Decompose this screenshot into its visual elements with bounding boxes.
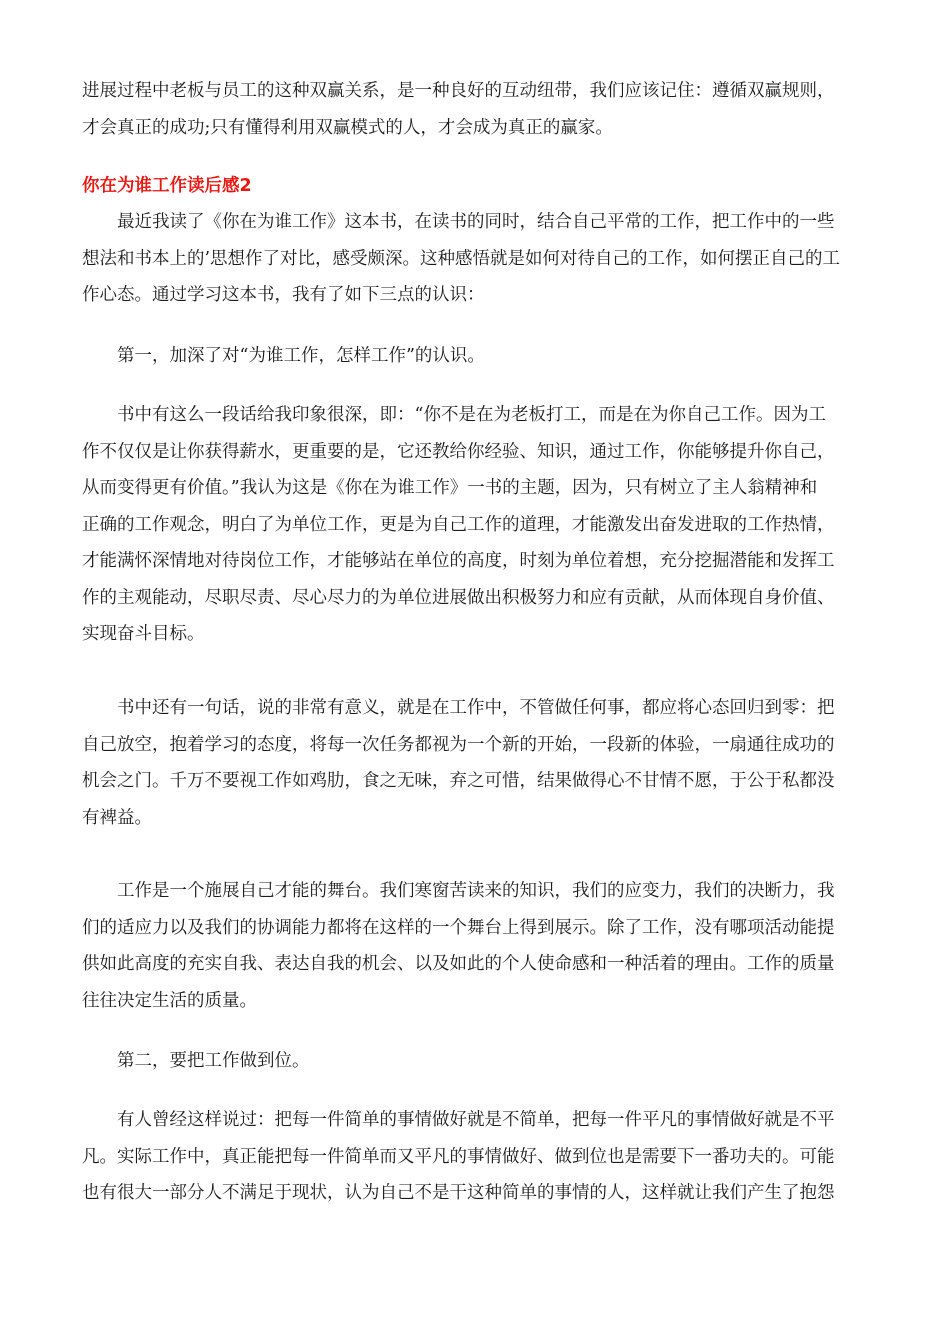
text-line: 想法和书本上的’思想作了对比，感受颇深。这种感悟就是如何对待自己的工作，如何摆正自己的工	[82, 248, 841, 269]
text-line: 往往决定生活的质量。	[82, 990, 257, 1011]
text-line: 实现奋斗目标。	[82, 624, 205, 644]
text-line: 有人曾经这样说过：把每一件简单的事情做好就是不简单，把每一件平凡的事情做好就是不平	[82, 1110, 835, 1130]
paragraph-7	[82, 1102, 872, 1212]
text-line: 供如此高度的充实自我、表达自我的机会、以及如此的个人使命感和一种活着的理由。工作的质量	[82, 954, 835, 974]
text-line: 书中还有一句话，说的非常有意义，就是在工作中，不管做任何事，都应将心态回归到零：把	[82, 698, 835, 718]
text-line: 第一，加深了对“为谁工作，怎样工作”的认识。	[82, 346, 485, 366]
paragraph-1	[82, 204, 872, 314]
paragraph-4	[82, 690, 872, 836]
text-line: 书中有这么一段话给我印象很深，即：“你不是在为老板打工，而是在为你自己工作。因为工	[82, 405, 826, 425]
text-line: 作的主观能动，尽职尽责、尽心尽力的为单位进展做出积极努力和应有贡献，从而体现自身价值、	[82, 587, 835, 608]
text-line: 自己放空，抱着学习的态度，将每一次任务都视为一个新的开始，一段新的体验，一扇通往成功的	[82, 734, 835, 755]
text-line: 凡。实际工作中，真正能把每一件简单而又平凡的事情做好、做到位也是需要下一番功夫的。可能	[82, 1146, 835, 1167]
text-line: 也有很大一部分人不满足于现状，认为自己不是干这种简单的事情的人，这样就让我们产生了抱怨	[82, 1183, 835, 1203]
text-line: 才会真正的成功;只有懂得利用双赢模式的人，才会成为真正的赢家。	[82, 117, 613, 138]
paragraph-2	[82, 338, 872, 375]
paragraph-5	[82, 873, 872, 1019]
text-line: 进展过程中老板与员工的这种双赢关系，是一种良好的互动纽带，我们应该记住：遵循双赢规则，	[82, 81, 835, 101]
text-line: 机会之门。千万不要视工作如鸡肋，食之无味，弃之可惜，结果做得心不甘情不愿，于公于私都没	[82, 771, 835, 791]
text-line: 作不仅仅是让你获得薪水，更重要的是，它还教给你经验、知识，通过工作，你能够提升你自己，	[82, 441, 835, 462]
text-line: 才能满怀深情地对待岗位工作，才能够站在单位的高度，时刻为单位着想，充分挖掘潜能和发挥工	[82, 551, 835, 571]
text-line: 最近我读了《你在为谁工作》这本书，在读书的同时，结合自己平常的工作，把工作中的一些	[82, 212, 835, 232]
text-line: 第二，要把工作做到位。	[82, 1051, 310, 1071]
text-line: 们的适应力以及我们的协调能力都将在这样的一个舞台上得到展示。除了工作，没有哪项活动能提	[82, 917, 835, 938]
text-line: 有裨益。	[82, 807, 152, 828]
paragraph-6	[82, 1043, 872, 1080]
text-line: 正确的工作观念，明白了为单位工作，更是为自己工作的道理，才能激发出奋发进取的工作热情，	[82, 514, 835, 535]
text-line: 工作是一个施展自己才能的舞台。我们寒窗苦读来的知识，我们的应变力，我们的决断力，我	[82, 881, 835, 901]
paragraph-0	[82, 73, 872, 146]
text-line: 从而变得更有价值。”我认为这是《你在为谁工作》一书的主题，因为，只有树立了主人翁精神和	[82, 478, 818, 498]
paragraph-3	[82, 397, 872, 653]
text-line: 作心态。通过学习这本书，我有了如下三点的认识：	[82, 285, 485, 305]
section-heading: 你在为谁工作读后感2	[82, 176, 252, 196]
